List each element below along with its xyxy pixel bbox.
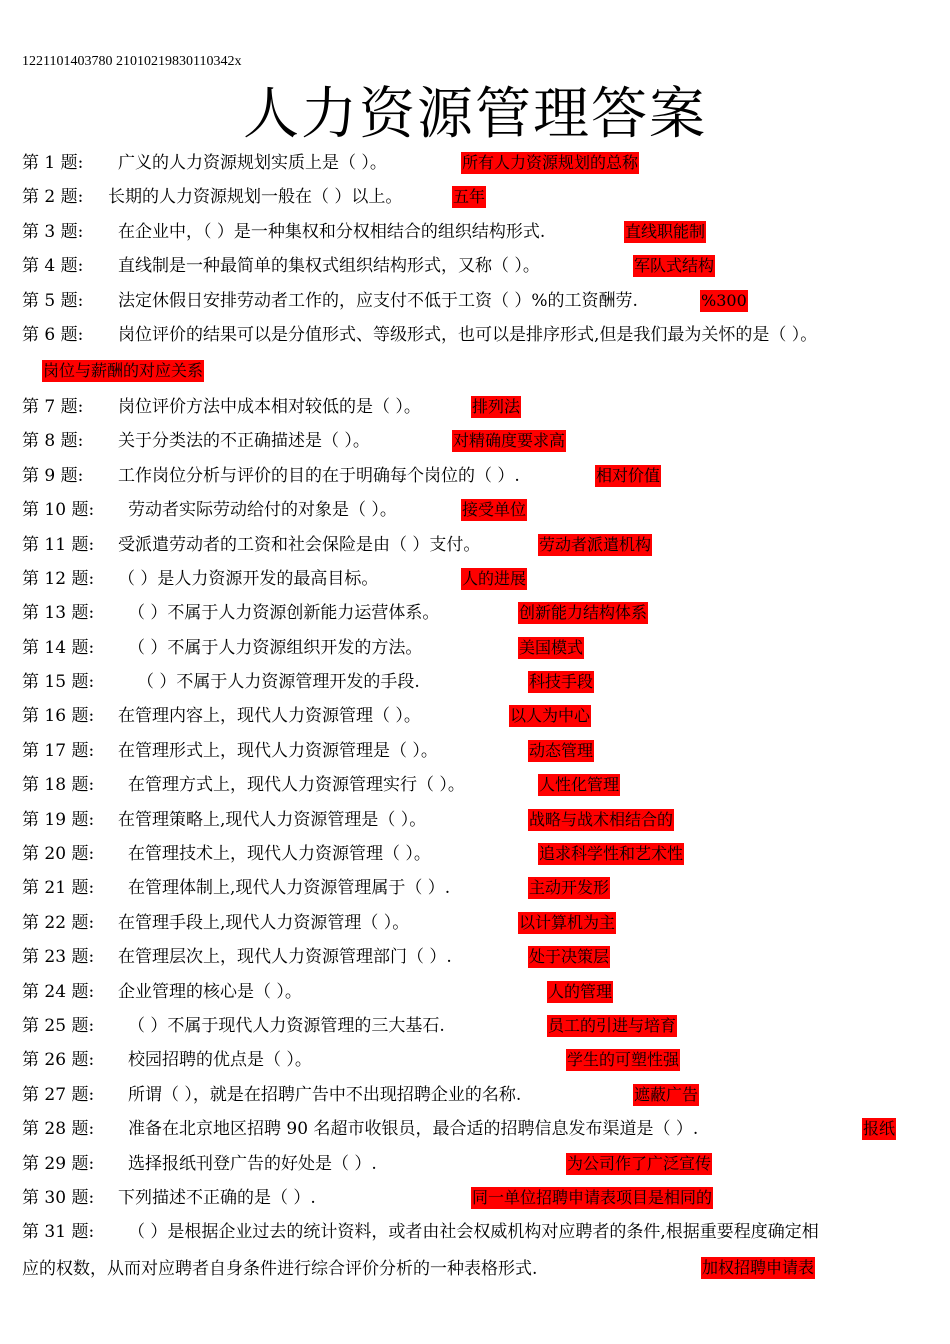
- question-text: 在管理层次上，现代人力资源管理部门（ ）.: [118, 947, 452, 968]
- question-number: 第 7 题:: [22, 396, 84, 417]
- answer-highlight: 科技手段: [529, 672, 594, 692]
- question-text-continued: 应的权数，从而对应聘者自身条件进行综合评价分析的一种表格形式.: [22, 1259, 538, 1280]
- question-item: [0, 495, 950, 529]
- question-number: 第 19 题:: [22, 809, 95, 830]
- question-text: 岗位评价的结果可以是分值形式、等级形式，也可以是排序形式,但是我们最为关怀的是（ ）。: [118, 324, 818, 345]
- question-item: [0, 564, 950, 598]
- answer-highlight: 同一单位招聘申请表项目是相同的: [472, 1187, 713, 1207]
- question-number: 第 21 题:: [22, 878, 95, 899]
- question-item: [0, 805, 950, 839]
- answer-highlight: 军队式结构: [634, 256, 715, 276]
- answer-highlight: 战略与战术相结合的: [529, 809, 674, 829]
- question-text: 广义的人力资源规划实质上是（ ）。: [118, 153, 387, 173]
- question-number: 第 4 题:: [22, 256, 84, 277]
- question-item: [0, 392, 950, 426]
- answer-highlight: 学生的可塑性强: [567, 1050, 680, 1070]
- answer-highlight: 相对价值: [596, 465, 661, 485]
- answer-highlight: 岗位与薪酬的对应关系: [43, 360, 204, 380]
- question-number: 第 30 题:: [22, 1187, 95, 1208]
- question-number: 第 9 题:: [22, 465, 84, 486]
- question-number: 第 15 题:: [22, 672, 95, 693]
- question-item: [0, 320, 950, 392]
- question-text: （ ）不属于人力资源组织开发的方法。: [128, 637, 423, 658]
- question-text: 长期的人力资源规划一般在（ ）以上。: [108, 187, 403, 208]
- answer-highlight: 对精确度要求高: [453, 431, 566, 451]
- answer-highlight: 主动开发形: [529, 878, 610, 898]
- question-text: 劳动者实际劳动给付的对象是（ ）。: [128, 500, 397, 521]
- question-item: [0, 908, 950, 942]
- question-text: 直线制是一种最简单的集权式组织结构形式，又称（ ）。: [118, 256, 540, 277]
- question-item: [0, 217, 950, 251]
- question-text: 校园招聘的优点是（ ）。: [128, 1050, 312, 1071]
- question-item: [0, 839, 950, 873]
- question-number: 第 31 题:: [22, 1222, 95, 1243]
- answer-highlight: 以计算机为主: [519, 912, 616, 932]
- question-number: 第 13 题:: [22, 603, 95, 624]
- question-item: [0, 736, 950, 770]
- answer-highlight: 创新能力结构体系: [519, 603, 648, 623]
- question-item: [0, 770, 950, 804]
- question-number: 第 2 题:: [22, 187, 84, 208]
- question-item: [0, 286, 950, 320]
- question-text: （ ）不属于人力资源创新能力运营体系。: [128, 603, 440, 624]
- question-text: 下列描述不正确的是（ ）.: [118, 1187, 316, 1208]
- answer-highlight: %300: [701, 290, 747, 310]
- answer-highlight: 为公司作了广泛宣传: [567, 1153, 712, 1173]
- question-number: 第 20 题:: [22, 844, 95, 865]
- answer-highlight: 员工的引进与培育: [548, 1015, 677, 1035]
- question-number: 第 6 题:: [22, 324, 84, 345]
- question-text: 法定休假日安排劳动者工作的，应支付不低于工资（ ）%的工资酬劳.: [118, 290, 638, 311]
- question-text: 在管理形式上，现代人力资源管理是（ ）。: [118, 740, 438, 761]
- question-number: 第 29 题:: [22, 1153, 95, 1174]
- question-text: 在管理技术上，现代人力资源管理（ ）。: [128, 844, 431, 865]
- question-item: [0, 977, 950, 1011]
- question-item: [0, 461, 950, 495]
- answer-highlight: 报纸: [863, 1119, 896, 1139]
- question-number: 第 12 题:: [22, 568, 95, 589]
- question-text: 在管理体制上,现代人力资源管理属于（ ）.: [128, 878, 451, 899]
- question-number: 第 16 题:: [22, 706, 95, 727]
- question-text: 岗位评价方法中成本相对较低的是（ ）。: [118, 396, 421, 417]
- question-item: [0, 148, 950, 182]
- question-number: 第 18 题:: [22, 775, 95, 796]
- question-item: [0, 530, 950, 564]
- answer-highlight: 以人为中心: [510, 706, 591, 726]
- answer-highlight: 排列法: [472, 396, 521, 416]
- question-item: [0, 182, 950, 216]
- question-text: 受派遣劳动者的工资和社会保险是由（ ）支付。: [118, 534, 481, 555]
- question-number: 第 1 题:: [22, 153, 84, 173]
- document-id: 1221101403780 21010219830110342x: [22, 54, 242, 69]
- question-text: 企业管理的核心是（ ）。: [118, 981, 302, 1002]
- question-number: 第 14 题:: [22, 637, 95, 658]
- question-text: 所谓（ ），就是在招聘广告中不出现招聘企业的名称.: [128, 1084, 522, 1105]
- answer-highlight: 直线职能制: [625, 221, 706, 241]
- question-item: [0, 701, 950, 735]
- question-number: 第 25 题:: [22, 1015, 95, 1036]
- question-text: （ ）不属于现代人力资源管理的三大基石.: [128, 1015, 445, 1036]
- question-text: （ ）是根据企业过去的统计资料，或者由社会权威机构对应聘者的条件,根据重要程度确定相: [128, 1222, 819, 1243]
- question-item: [0, 873, 950, 907]
- question-item: [0, 251, 950, 285]
- answer-highlight: 处于决策层: [529, 947, 610, 967]
- question-number: 第 24 题:: [22, 981, 95, 1002]
- answer-highlight: 追求科学性和艺术性: [539, 844, 684, 864]
- question-item: [0, 1011, 950, 1045]
- question-text: （ ）不属于人力资源管理开发的手段.: [137, 672, 420, 693]
- answer-highlight: 接受单位: [462, 500, 527, 520]
- answer-highlight: 美国模式: [519, 637, 584, 657]
- question-text: 在管理方式上，现代人力资源管理实行（ ）。: [128, 775, 465, 796]
- page-title: 人力资源管理答案: [243, 82, 707, 147]
- answer-highlight: 动态管理: [529, 740, 594, 760]
- question-item: [0, 1080, 950, 1114]
- answer-highlight: 人的进展: [462, 568, 527, 588]
- question-item: [0, 1114, 950, 1148]
- question-number: 第 23 题:: [22, 947, 95, 968]
- question-number: 第 5 题:: [22, 290, 84, 311]
- question-text: 选择报纸刊登广告的好处是（ ）.: [128, 1153, 377, 1174]
- question-item: [0, 1183, 950, 1217]
- answer-highlight: 劳动者派遣机构: [539, 534, 652, 554]
- question-number: 第 26 题:: [22, 1050, 95, 1071]
- answer-highlight: 遮蔽广告: [634, 1084, 699, 1104]
- question-number: 第 11 题:: [22, 534, 95, 555]
- question-item: [0, 1217, 950, 1289]
- answer-highlight: 加权招聘申请表: [702, 1258, 815, 1278]
- question-number: 第 22 题:: [22, 912, 95, 933]
- question-text: 关于分类法的不正确描述是（ ）。: [118, 431, 370, 452]
- question-text: 工作岗位分析与评价的目的在于明确每个岗位的（ ）.: [118, 465, 520, 486]
- question-text: 在管理手段上,现代人力资源管理（ ）。: [118, 912, 410, 933]
- answer-highlight: 所有人力资源规划的总称: [462, 153, 639, 172]
- question-number: 第 27 题:: [22, 1084, 95, 1105]
- question-item: [0, 942, 950, 976]
- question-text: 在管理内容上，现代人力资源管理（ ）。: [118, 706, 421, 727]
- question-item: [0, 1045, 950, 1079]
- question-item: [0, 667, 950, 701]
- question-text: （ ）是人力资源开发的最高目标。: [118, 568, 379, 589]
- question-number: 第 8 题:: [22, 431, 84, 452]
- answer-highlight: 五年: [453, 187, 486, 207]
- question-text: 在管理策略上,现代人力资源管理是（ ）。: [118, 809, 427, 830]
- question-number: 第 3 题:: [22, 221, 84, 242]
- question-number: 第 28 题:: [22, 1119, 95, 1140]
- question-number: 第 10 题:: [22, 500, 95, 521]
- question-number: 第 17 题:: [22, 740, 95, 761]
- question-text: 准备在北京地区招聘 90 名超市收银员，最合适的招聘信息发布渠道是（ ）.: [128, 1119, 699, 1140]
- answer-highlight: 人的管理: [548, 981, 613, 1001]
- answer-highlight: 人性化管理: [539, 775, 620, 795]
- question-text: 在企业中，（ ）是一种集权和分权相结合的组织结构形式.: [118, 221, 546, 242]
- question-item: [0, 598, 950, 632]
- question-list: [0, 148, 950, 1289]
- question-item: [0, 1149, 950, 1183]
- question-item: [0, 633, 950, 667]
- question-item: [0, 426, 950, 460]
